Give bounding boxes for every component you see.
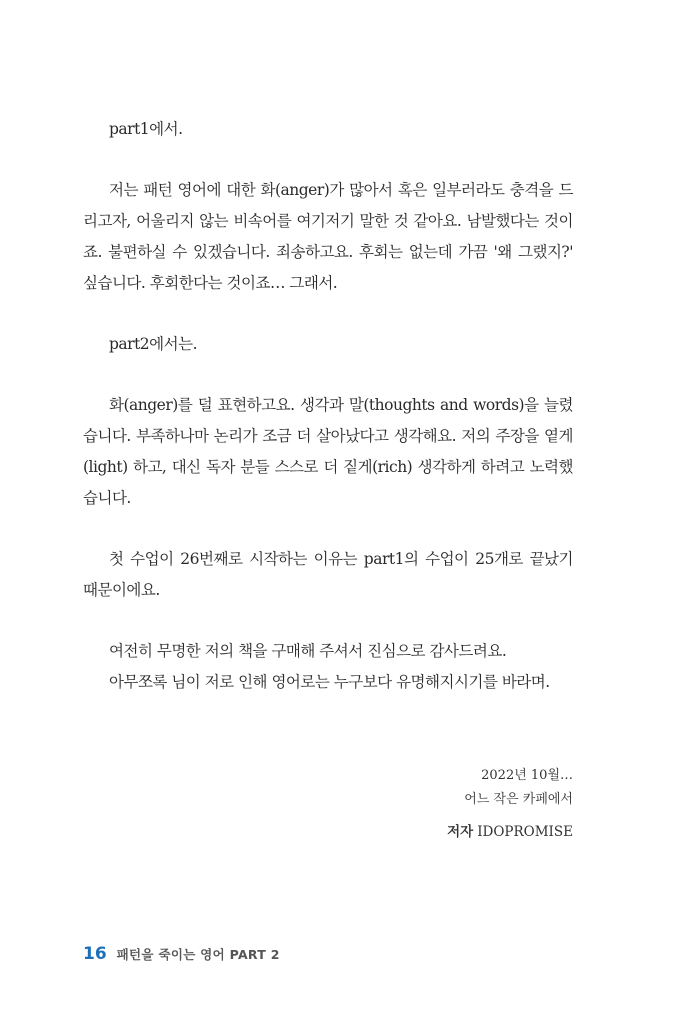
paragraph-part1-heading: part1에서. — [109, 120, 183, 138]
page-number: 16 — [83, 944, 107, 964]
paragraph-part2-body: 화(anger)를 덜 표현하고요. 생각과 말(thoughts and words)을 늘렸습니다. 부족하나마 논리가 조금 더 살아났다고 생각해요. 저의 주장을 옅게(light) 하고, 대신 독자 분들 스스로 더 짙게(rich) 생각하게 하려고 노력했습니다. — [83, 396, 573, 507]
author-name: IDOPROMISE — [477, 824, 573, 840]
page-footer — [83, 944, 280, 964]
signature-date: 2022년 10월… — [481, 768, 573, 783]
preface-body — [83, 114, 573, 698]
signature-block — [447, 764, 573, 844]
signature-author — [447, 820, 573, 844]
paragraph-first-lesson: 첫 수업이 26번째로 시작하는 이유는 part1의 수업이 25개로 끝났기 때문이에요. — [83, 550, 573, 599]
running-book-title: 패턴을 죽이는 영어 PART 2 — [116, 947, 280, 962]
author-label: 저자 — [447, 824, 474, 840]
paragraph-part2-heading: part2에서는. — [109, 335, 198, 353]
signature-place: 어느 작은 카페에서 — [464, 792, 573, 807]
paragraph-thanks: 여전히 무명한 저의 책을 구매해 주셔서 진심으로 감사드려요. — [109, 642, 507, 660]
paragraph-part1-body: 저는 패턴 영어에 대한 화(anger)가 많아서 혹은 일부러라도 충격을 드리고자, 어울리지 않는 비속어를 여기저기 말한 것 같아요. 남발했다는 것이죠. 불편하실 수 있겠습니다. 죄송하고요. 후회는 없는데 가끔 '왜 그랬지?' 싶습니다. 후회한다는 것이죠… 그래서. — [83, 181, 573, 292]
paragraph-wish: 아무쪼록 님이 저로 인해 영어로는 누구보다 유명해지시기를 바라며. — [109, 673, 550, 691]
